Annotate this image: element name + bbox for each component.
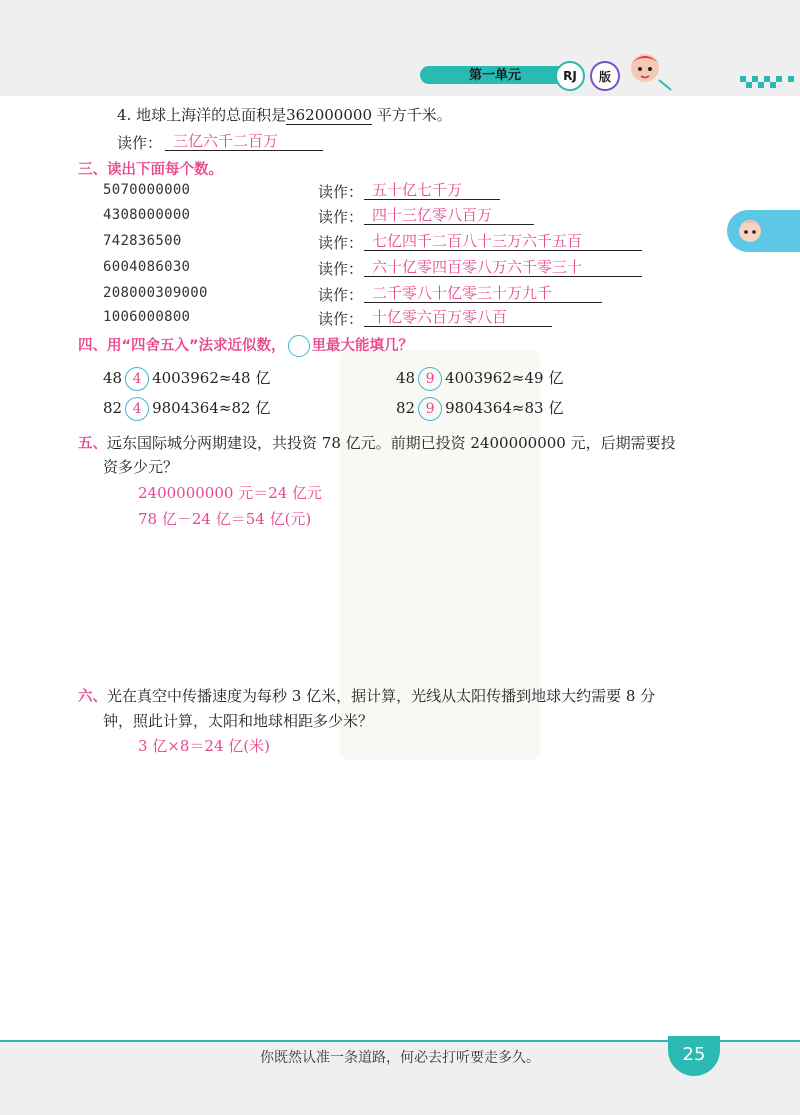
s3-answer-2: 四十三亿零八百万 (364, 204, 534, 225)
section3-title: 三、读出下面每个数。 (78, 162, 223, 178)
unit-title: 第一单元 (468, 68, 521, 83)
s4-item-3-digit: 4 (125, 397, 149, 421)
q4-read-label: 读作： (117, 134, 163, 152)
s3-number-5: 208000309000 (103, 285, 208, 301)
q4-suffix: 平方千米。 (376, 106, 452, 124)
header-band (0, 0, 800, 96)
s3-number-3: 742836500 (103, 233, 182, 249)
section5-answer-2: 78 亿－24 亿＝54 亿(元) (138, 510, 312, 528)
s3-label-1: 读作： (318, 183, 364, 201)
s3-number-6: 1006000800 (103, 309, 191, 325)
s4-item-4-pre: 82 (396, 399, 416, 417)
s4-item-1-post: 4003962≈48 亿 (152, 369, 271, 387)
s3-answer-3: 七亿四千二百八十三万六千五百 (364, 230, 642, 251)
section4-title (78, 334, 413, 357)
rj-badge: RJ (555, 61, 585, 91)
checker-decoration (740, 72, 800, 92)
s3-label-4: 读作： (318, 260, 364, 278)
section6-text1: 光在真空中传播速度为每秒 3 亿米，据计算，光线从太阳传播到地球大约需要 8 分 (107, 687, 656, 705)
section4-title-pre: 四、用“四舍五入”法求近似数， (78, 338, 286, 354)
s3-number-1: 5070000000 (103, 182, 191, 198)
blank-circle-icon (288, 335, 310, 357)
s3-answer-1: 五十亿七千万 (364, 179, 500, 200)
section6-line2: 钟，照此计算，太阳和地球相距多少米？ (103, 712, 374, 730)
s4-item-4-post: 9804364≈83 亿 (445, 399, 564, 417)
edition-badge: 版 (590, 61, 620, 91)
section5-line1 (78, 432, 676, 453)
girl-face-icon (735, 214, 765, 246)
section6-answer-1: 3 亿×8＝24 亿(米) (138, 737, 270, 755)
s3-answer-4: 六十亿零四百零八万六千零三十 (364, 256, 642, 277)
section6-num: 六、 (78, 689, 107, 705)
s3-number-2: 4308000000 (103, 207, 191, 223)
section6-line1 (78, 685, 655, 706)
s4-item-2-pre: 48 (396, 369, 416, 387)
s4-item-4-digit: 9 (418, 397, 442, 421)
q4-number: 362000000 (286, 106, 372, 124)
q4-prefix: 4. 地球上海洋的总面积是 (117, 106, 287, 124)
s3-label-3: 读作： (318, 234, 364, 252)
s4-item-2-post: 4003962≈49 亿 (445, 369, 564, 387)
q4-text (117, 104, 452, 125)
mascot-icon (615, 44, 675, 94)
s4-item-3-post: 9804364≈82 亿 (152, 399, 271, 417)
section4-title-post: 里最大能填几？ (311, 338, 414, 354)
s3-answer-5: 二千零八十亿零三十万九千 (364, 282, 602, 303)
section5-line2: 资多少元？ (103, 458, 179, 476)
s4-item-1-pre: 48 (103, 369, 123, 387)
s4-item-3-pre: 82 (103, 399, 123, 417)
page-number: 25 (668, 1036, 720, 1076)
s3-label-2: 读作： (318, 208, 364, 226)
footer-motto: 你既然认准一条道路，何必去打听要走多久。 (260, 1050, 540, 1066)
s3-answer-6: 十亿零六百万零八百 (364, 306, 552, 327)
s4-item-2-digit: 9 (418, 367, 442, 391)
section5-text1: 远东国际城分两期建设，共投资 78 亿元。前期已投资 2400000000 元，后期需要投 (107, 434, 676, 452)
section5-answer-1: 2400000000 元＝24 亿元 (138, 484, 323, 502)
s4-item-1-digit: 4 (125, 367, 149, 391)
s4-item-2 (396, 367, 563, 391)
s4-item-1 (103, 367, 270, 391)
s3-label-6: 读作： (318, 310, 364, 328)
s3-label-5: 读作： (318, 286, 364, 304)
section5-num: 五、 (78, 436, 107, 452)
s4-item-3 (103, 397, 270, 421)
s3-number-4: 6004086030 (103, 259, 191, 275)
s4-item-4 (396, 397, 563, 421)
q4-answer: 三亿六千二百万 (165, 130, 323, 151)
